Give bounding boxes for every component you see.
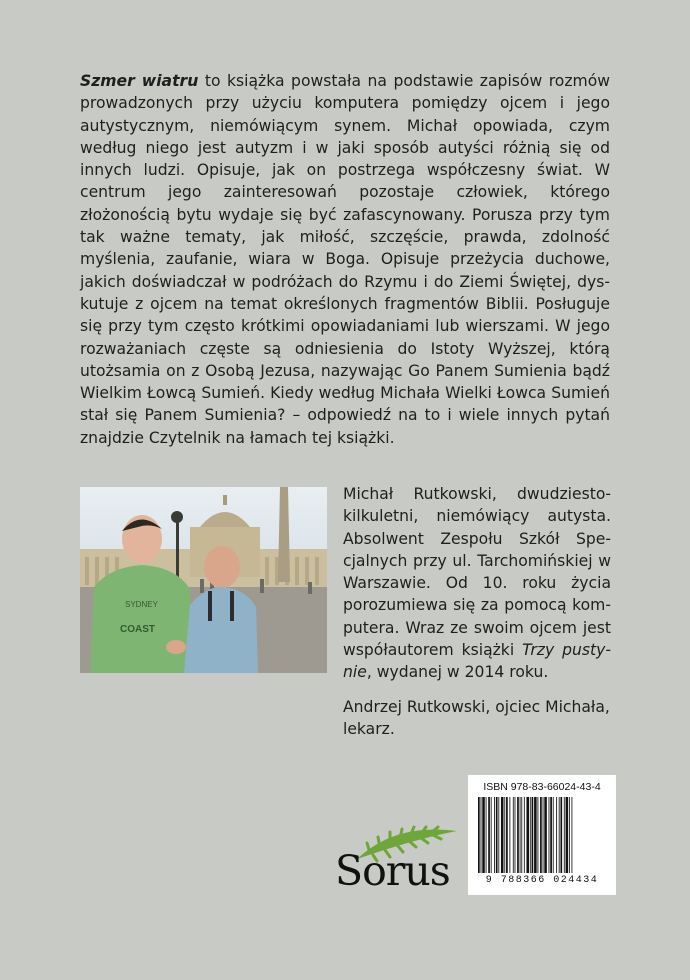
barcode-bar (509, 797, 510, 873)
shirt-print-coast: COAST (120, 624, 155, 635)
bio-michal-text: Michał Rutkowski, dwudziestokilkuletni, niemówiący autysta. Absolwent Zespołu Szkół Specjalnych przy ul. Tarchomińskiej w Warszawie. Od 10. roku życia porozumiewa się za pomocą komputera. Wraz ze swoim ojcem jest współautorem książki (343, 485, 611, 660)
barcode-bar (530, 797, 531, 873)
barcode-bar (515, 797, 516, 873)
barcode-bars (478, 797, 606, 875)
barcode-bar (478, 797, 480, 873)
isbn-label: ISBN 978-83-66024-43-4 (483, 781, 601, 793)
barcode-bar (498, 797, 499, 873)
publisher-logo (335, 825, 460, 895)
barcode-bar (544, 797, 547, 873)
shirt-print-sydney: SYDNEY (125, 600, 158, 609)
barcode-bar (550, 797, 552, 873)
barcode-bar (559, 797, 560, 873)
barcode-bar (488, 797, 490, 873)
barcode-bar (513, 797, 514, 873)
author-photo (80, 487, 327, 673)
bio-michal (343, 483, 611, 684)
author-bio (343, 483, 611, 740)
ean-number: 9 788366 024434 (485, 875, 599, 886)
barcode-bar (560, 797, 562, 873)
barcode-bar (543, 797, 544, 873)
barcode-bar (524, 797, 525, 873)
barcode-bar (506, 797, 508, 873)
barcode-bar (566, 797, 569, 873)
barcode-bar (501, 797, 504, 873)
barcode-bar (549, 797, 550, 873)
barcode-bar (481, 797, 482, 873)
barcode-bar (491, 797, 492, 873)
book-title: Szmer wiatru (80, 72, 199, 90)
isbn-barcode (468, 775, 616, 895)
barcode-bar (572, 797, 573, 873)
barcode-bar (496, 797, 498, 873)
blurb-text: to książka powstała na podstawie zapisów rozmów prowadzonych przy użyciu komputera pomiędzy ojcem i jego autystycznym, niemówiącym synem. Michał opowiada, czym według niego jest autyzm i w jaki sposób autyści różnią się od innych ludzi. Opisuje, jak on postrzega współczesny świat. W centrum jego zainteresowań pozostaje człowiek, którego złożonością bytu wydaje się być zafascynowany. Porusza przy tym tak ważne tematy, jak miłość, szczęście, prawda, zdolność myślenia, zaufanie, wiara w Boga. Opisuje przeżycia duchowe, jakich doświadczał w podróżach do Rzymu i do Ziemi Świętej, dyskutuje z ojcem na temat określonych fragmentów Biblii. Posługuje się przy tym często krótkimi opowiadaniami lub wierszami. W jego rozważaniach częste są odniesienia do Istoty Wyższej, którą utożsamia on z Osobą Jezusa, nazywając Go Panem Sumienia bądź Wielkim Łowcą Sumień. Kiedy według Michała Wielki Łowca Sumień stał się Panem Sumienia? – odpowiedź na to i wiele innych pytań znajdzie Czytelnik na łamach tej książki. (80, 72, 610, 447)
barcode-bar (556, 797, 557, 873)
book-reference: Trzy pustynie (343, 641, 611, 682)
barcode-bar (564, 797, 565, 873)
barcode-bar (526, 797, 529, 873)
barcode-bar (532, 797, 534, 873)
barcode-bar (494, 797, 495, 873)
back-cover-blurb (80, 70, 610, 449)
barcode-bar (504, 797, 505, 873)
bio-andrzej: Andrzej Rutkowski, ojciec Michała, lekarz. (343, 697, 610, 738)
barcode-bar (569, 797, 570, 873)
publisher-name: Sorus (335, 847, 450, 895)
barcode-bar (520, 797, 521, 873)
barcode-bar (553, 797, 554, 873)
barcode-bar (482, 797, 485, 873)
barcode-bar (517, 797, 519, 873)
barcode-bar (521, 797, 522, 873)
barcode-bar (534, 797, 537, 873)
barcode-bar (486, 797, 487, 873)
barcode-bar (540, 797, 542, 873)
barcode-bar (538, 797, 539, 873)
bio-michal-end: , wydanej w 2014 roku. (366, 663, 549, 682)
